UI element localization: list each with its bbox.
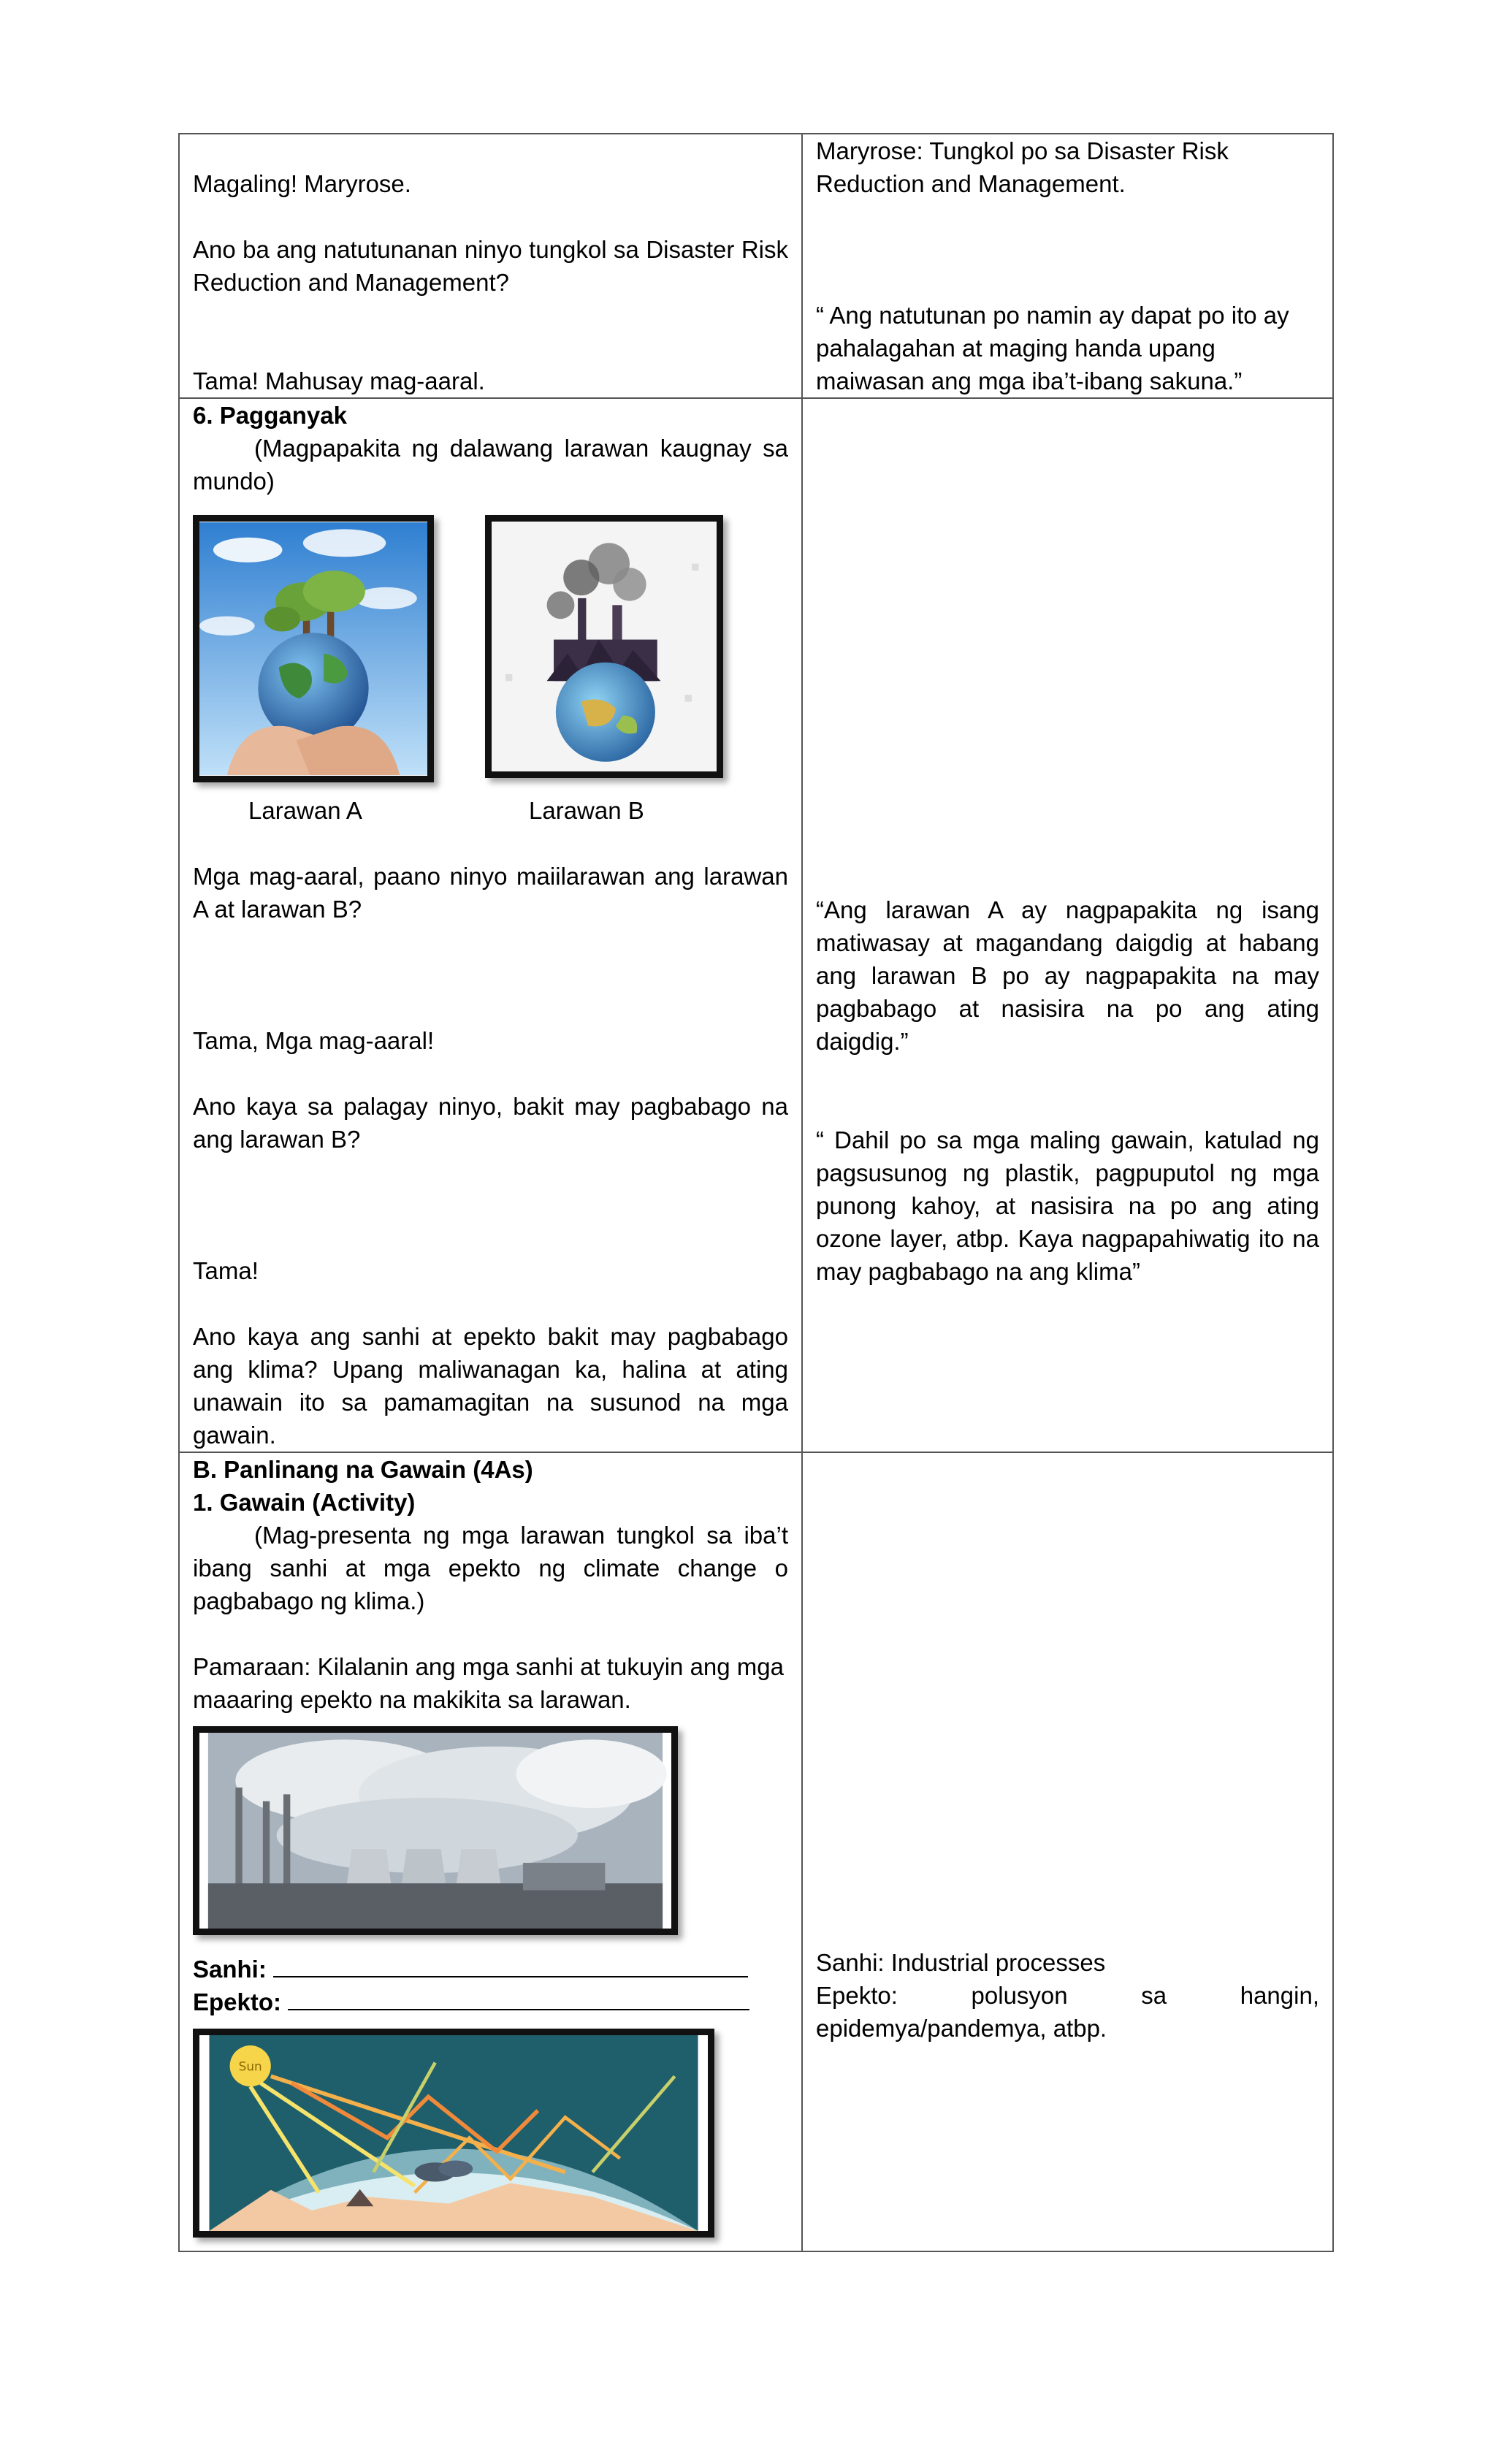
pamaraan-text: Pamaraan: Kilalanin ang mga sanhi at tukuyin ang mga maaaring epekto na makikita sa larawan.: [193, 1653, 784, 1713]
student-cell: [802, 1452, 1333, 2251]
lesson-table: [178, 133, 1334, 2252]
teacher-cell: [179, 134, 802, 398]
table-row: [179, 398, 1333, 1452]
table-row: [179, 1452, 1333, 2251]
teacher-cell: [179, 398, 802, 1452]
praise-text: Magaling! Maryrose.: [193, 170, 411, 197]
greenhouse-effect-diagram: [193, 2029, 714, 2238]
section-heading: 6. Pagganyak: [193, 402, 347, 429]
epekto-answer-continued: epidemya/pandemya, atbp.: [816, 2015, 1107, 2042]
question-text: Ano kaya sa palagay ninyo, bakit may pagbabago na ang larawan B?: [193, 1093, 788, 1153]
student-answer: “Ang larawan A ay nagpapakita ng isang matiwasay at magandang daigdig at habang ang larawan B po ay nagpapakita na may pagbabago at nasisira na po ang ating daigdig.”: [816, 896, 1319, 1055]
image-caption-a: Larawan A: [248, 797, 362, 824]
epekto-answer: Epekto: polusyon sa hangin,: [816, 1982, 1319, 2009]
earth-in-hands-image: [193, 515, 434, 782]
epekto-blank: Epekto:: [193, 1986, 788, 2018]
praise-text: Tama! Mahusay mag-aaral.: [193, 367, 485, 394]
polluted-earth-image: [485, 515, 723, 778]
student-cell: [802, 134, 1333, 398]
student-answer: “ Ang natutunan po namin ay dapat po ito ay pahalagahan at maging handa upang maiwasan ang mga iba’t-ibang sakuna.”: [816, 302, 1289, 394]
sanhi-answer-line[interactable]: [273, 1954, 748, 1977]
sanhi-blank: Sanhi:: [193, 1953, 788, 1986]
instruction-text: (Mag-presenta ng mga larawan tungkol sa iba’t ibang sanhi at mga epekto ng climate change o pagbabago ng klima.): [193, 1522, 788, 1614]
epekto-answer-line[interactable]: [288, 1987, 749, 2010]
image-caption-b: Larawan B: [529, 797, 644, 824]
student-answer: “ Dahil po sa mga maling gawain, katulad ng pagsusunog ng plastik, pagpuputol ng mga punong kahoy, at nasisira na po ang ating ozone layer, atbp. Kaya nagpapahiwatig ito na may pagbabago na ang klima”: [816, 1126, 1319, 1285]
student-answer: Maryrose: Tungkol po sa Disaster Risk Reduction and Management.: [816, 137, 1229, 197]
student-cell: [802, 398, 1333, 1452]
sun-label: Sun: [238, 2059, 262, 2074]
teacher-cell: [179, 1452, 802, 2251]
question-text: Mga mag-aaral, paano ninyo maiilarawan ang larawan A at larawan B?: [193, 863, 788, 923]
section-subheading: 1. Gawain (Activity): [193, 1489, 416, 1516]
question-text: Ano kaya ang sanhi at epekto bakit may pagbabago ang klima? Upang maliwanagan ka, halina at ating unawain ito sa pamamagitan na susunod na mga gawain.: [193, 1323, 788, 1449]
instruction-text: (Magpapakita ng dalawang larawan kaugnay sa mundo): [193, 435, 788, 495]
praise-text: Tama, Mga mag-aaral!: [193, 1027, 435, 1054]
table-row: [179, 134, 1333, 398]
question-text: Ano ba ang natutunanan ninyo tungkol sa Disaster Risk Reduction and Management?: [193, 236, 788, 296]
factory-smoke-image: [193, 1726, 678, 1935]
sanhi-answer: Sanhi: Industrial processes: [816, 1949, 1106, 1976]
section-heading: B. Panlinang na Gawain (4As): [193, 1456, 533, 1483]
praise-text: Tama!: [193, 1257, 259, 1284]
